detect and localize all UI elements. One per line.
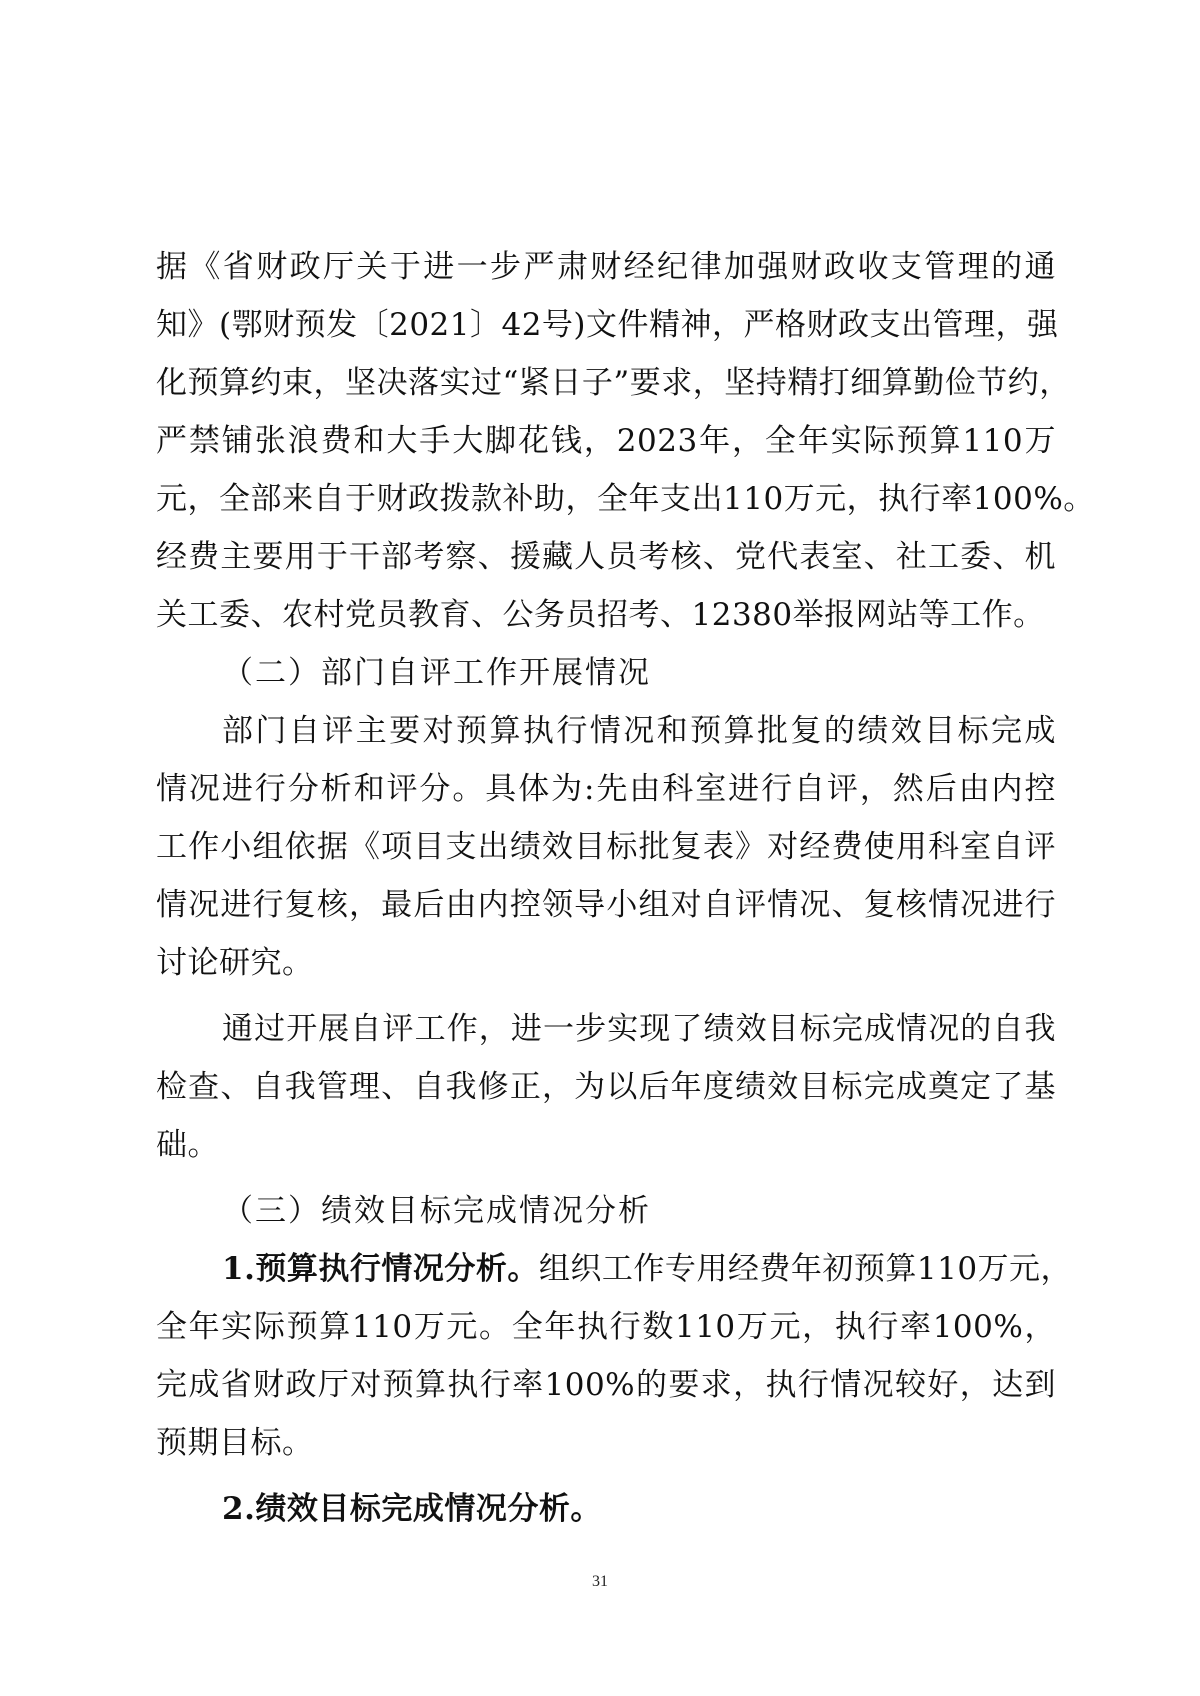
paragraph-line: 情况进行复核，最后由内控领导小组对自评情况、复核情况进行 [156, 887, 1056, 923]
paragraph-line: 严禁铺张浪费和大手大脚花钱，2023年，全年实际预算110万 [156, 423, 1056, 459]
paragraph-line: 情况进行分析和评分。具体为:先由科室进行自评，然后由内控 [156, 771, 1056, 807]
paragraph-line: 全年实际预算110万元。全年执行数110万元，执行率100%， [156, 1309, 1056, 1345]
paragraph-line: 化预算约束，坚决落实过“紧日子”要求，坚持精打细算勤俭节约， [156, 365, 1071, 401]
item-title: 2.绩效目标完成情况分析。 [222, 1491, 602, 1527]
paragraph-line: 通过开展自评工作，进一步实现了绩效目标完成情况的自我 [222, 1011, 1056, 1047]
spacer [156, 1472, 1056, 1480]
body-text [156, 238, 1095, 1538]
paragraph-line: 完成省财政厅对预算执行率100%的要求，执行情况较好，达到 [156, 1367, 1056, 1403]
paragraph-line: 检查、自我管理、自我修正，为以后年度绩效目标完成奠定了基 [156, 1069, 1056, 1105]
paragraph-line: 预期目标。 [156, 1425, 314, 1461]
spacer [156, 1174, 1056, 1182]
item-text: 组织工作专用经费年初预算110万元， [538, 1251, 1073, 1287]
section-heading: （二）部门自评工作开展情况 [222, 655, 651, 691]
paragraph-line: 元，全部来自于财政拨款补助，全年支出110万元，执行率100%。 [156, 481, 1095, 517]
paragraph-line: 据《省财政厅关于进一步严肃财经纪律加强财政收支管理的通 [156, 249, 1056, 285]
item-title: 1.预算执行情况分析。 [222, 1251, 539, 1287]
page-number: 31 [592, 1573, 608, 1590]
spacer [156, 992, 1056, 1000]
item-line [156, 1240, 1073, 1298]
paragraph-line: 讨论研究。 [156, 945, 314, 981]
paragraph-line: 知》(鄂财预发〔2021〕42号)文件精神，严格财政支出管理，强 [156, 307, 1059, 343]
paragraph-line: 关工委、农村党员教育、公务员招考、12380举报网站等工作。 [156, 597, 1045, 633]
paragraph-line: 部门自评主要对预算执行情况和预算批复的绩效目标完成 [222, 713, 1056, 749]
section-heading: （三）绩效目标完成情况分析 [222, 1193, 651, 1229]
paragraph-line: 础。 [156, 1127, 219, 1163]
paragraph-line: 经费主要用于干部考察、援藏人员考核、党代表室、社工委、机 [156, 539, 1056, 575]
paragraph-line: 工作小组依据《项目支出绩效目标批复表》对经费使用科室自评 [156, 829, 1056, 865]
